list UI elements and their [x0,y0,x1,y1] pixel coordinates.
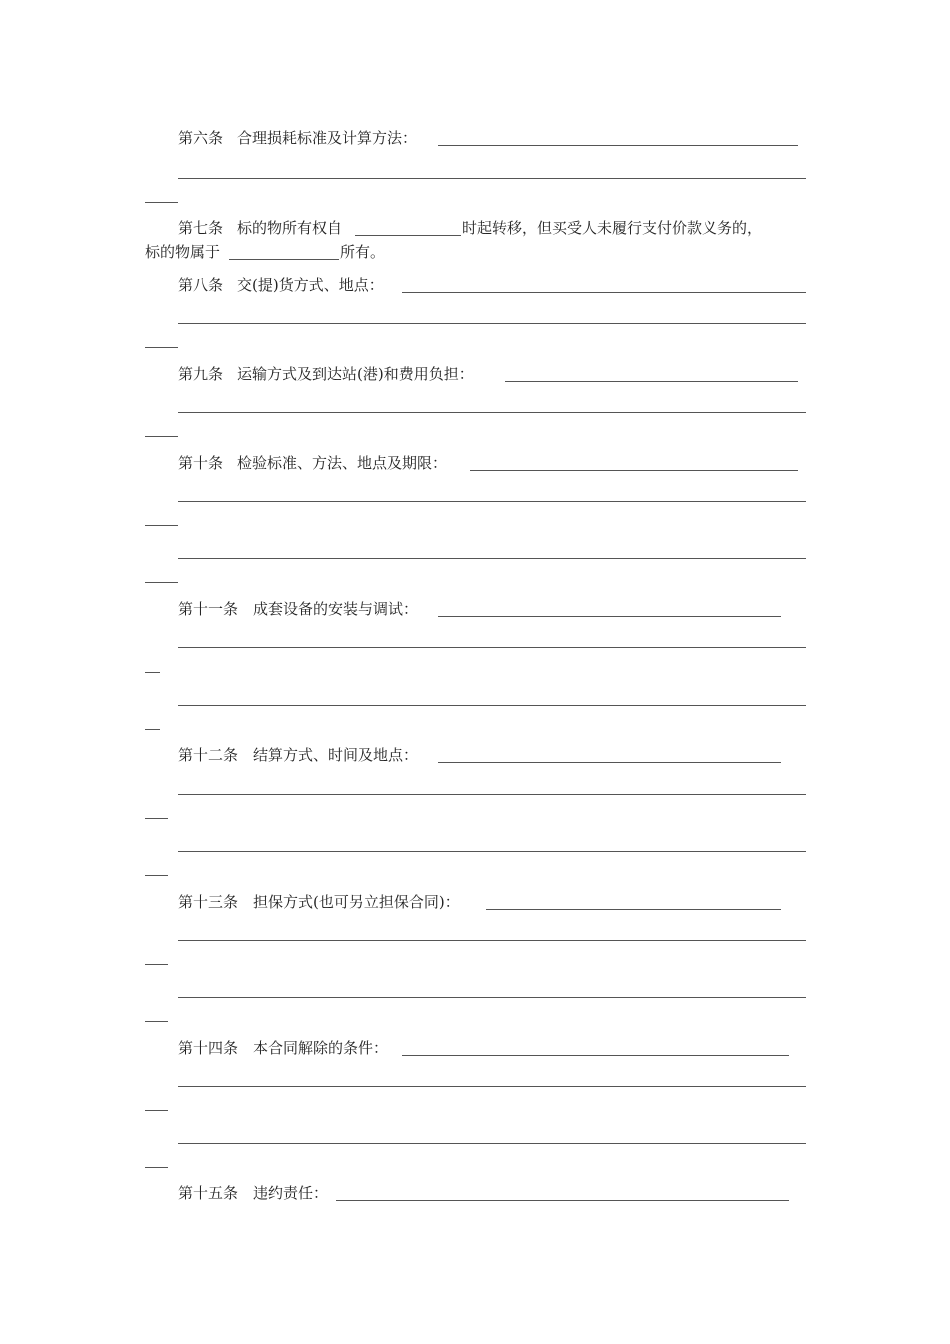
article-12-fill-line-3[interactable] [145,818,168,819]
article-7-line2-before: 标的物属于 [145,243,221,261]
article-14-fill-line-5[interactable] [145,1167,168,1168]
article-7-label: 第七条 [178,219,224,237]
article-12-fill-line-2[interactable] [178,794,806,795]
article-11-title: 成套设备的安装与调试： [253,600,419,618]
article-12-fill-line-4[interactable] [178,851,806,852]
article-13-title: 担保方式(也可另立担保合同)： [253,893,460,911]
article-13-fill-line-3[interactable] [145,964,168,965]
article-13-fill-line-4[interactable] [178,997,806,998]
article-15-title: 违约责任： [253,1184,329,1202]
article-12-label: 第十二条 [178,746,239,764]
article-10-title: 检验标准、方法、地点及期限： [237,454,448,472]
article-11-fill-line-3[interactable] [145,672,160,673]
article-9-label: 第九条 [178,365,224,383]
article-12-fill-line-5[interactable] [145,875,168,876]
article-14-fill-line-3[interactable] [145,1110,168,1111]
article-9-fill-line-2[interactable] [178,412,806,413]
article-9-fill-line[interactable] [505,381,798,382]
article-13-fill-line[interactable] [486,909,781,910]
article-14-fill-line-2[interactable] [178,1086,806,1087]
article-11-fill-line-5[interactable] [145,729,160,730]
article-7-line2-after: 所有。 [340,243,386,261]
article-10-label: 第十条 [178,454,224,472]
article-6-label: 第六条 [178,129,224,147]
article-9-fill-line-3[interactable] [145,436,178,437]
article-6-fill-line[interactable] [438,145,798,146]
article-14-fill-line[interactable] [402,1055,789,1056]
article-10-fill-line-3[interactable] [145,525,178,526]
article-15-fill-line[interactable] [336,1200,789,1201]
article-11-label: 第十一条 [178,600,239,618]
article-8-label: 第八条 [178,276,224,294]
article-12-fill-line[interactable] [438,762,781,763]
article-10-fill-line-2[interactable] [178,501,806,502]
article-6-title: 合理损耗标准及计算方法： [237,129,418,147]
article-14-label: 第十四条 [178,1039,239,1057]
article-10-fill-line-4[interactable] [178,558,806,559]
article-6-fill-line-3[interactable] [145,202,178,203]
article-15-label: 第十五条 [178,1184,239,1202]
article-14-fill-line-4[interactable] [178,1143,806,1144]
article-8-fill-line[interactable] [402,292,806,293]
article-7-transfer-time-line[interactable] [355,235,461,236]
article-7-owner-line[interactable] [229,259,339,260]
article-12-title: 结算方式、时间及地点： [253,746,419,764]
article-9-title: 运输方式及到达站(港)和费用负担： [237,365,474,383]
article-11-fill-line-2[interactable] [178,647,806,648]
article-6-fill-line-2[interactable] [178,178,806,179]
article-13-label: 第十三条 [178,893,239,911]
article-13-fill-line-5[interactable] [145,1021,168,1022]
article-7-text-before: 标的物所有权自 [237,219,343,237]
article-8-fill-line-2[interactable] [178,323,806,324]
article-14-title: 本合同解除的条件： [253,1039,389,1057]
article-11-fill-line[interactable] [438,616,781,617]
article-11-fill-line-4[interactable] [178,705,806,706]
article-10-fill-line[interactable] [470,470,798,471]
article-13-fill-line-2[interactable] [178,940,806,941]
article-10-fill-line-5[interactable] [145,582,178,583]
article-8-fill-line-3[interactable] [145,347,178,348]
article-7-text-middle: 时起转移，但买受人未履行支付价款义务的， [462,219,763,237]
article-8-title: 交(提)货方式、地点： [237,276,384,294]
